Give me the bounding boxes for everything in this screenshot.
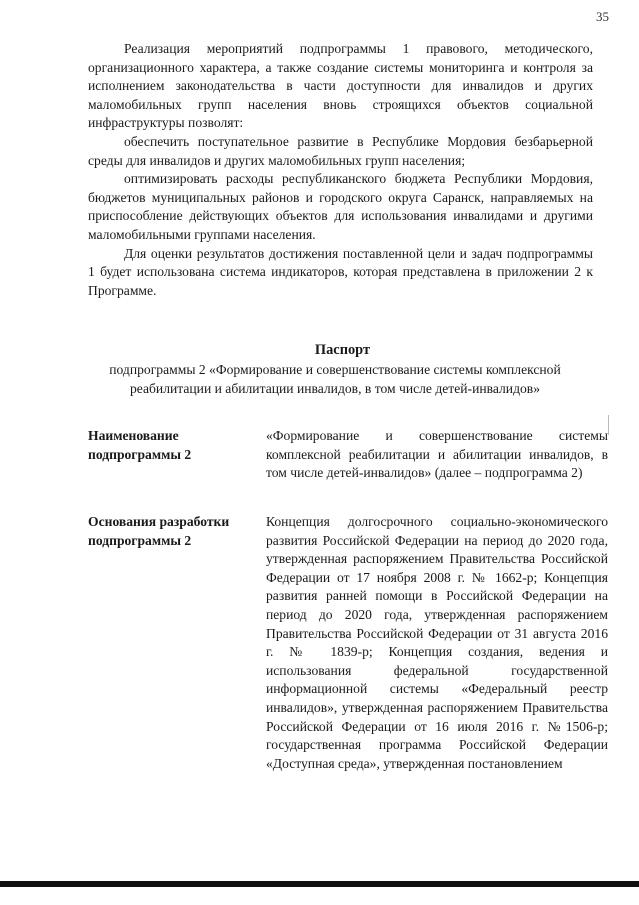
- intro-paragraph-3: оптимизировать расходы республиканского бюджета Республики Мордовия, бюджетов муниципальных районов и городского округа Саранск, направляемых на приспособление действующих объектов для использования инвалидами и другими маломобильными группами населения.: [88, 171, 593, 242]
- intro-paragraph-4: Для оценки результатов достижения поставленной цели и задач подпрограммы 1 будет использована система индикаторов, которая представлена в приложении 2 к Программе.: [88, 245, 593, 298]
- scan-bottom-edge: [0, 881, 639, 887]
- passport-title: Паспорт: [314, 342, 371, 358]
- intro-text: [88, 40, 593, 300]
- row-value-basis: Концепция долгосрочного социально-экономического развития Российской Федерации на период до 2020 года, утвержденная распоряжением Правительства Российской Федерации от 17 ноября 2008 г. № 1662-р; Концепция развития ранней помощи в Российской Федерации на период до 2020 года, утвержденная распоряжением Правительства Российской Федерации от 31 августа 2016 г. № 1839-р; Концепция создания, ведения и использования федеральной государственной информационной системы «Федеральный реестр инвалидов», утвержденная распоряжением Правительства Российской Федерации от 16 июля 2016 г. №1506-р; государственная программа Российской Федерации «Доступная среда», утвержденная постановлением: [266, 514, 608, 771]
- row-value-name: «Формирование и совершенствование системы комплексной реабилитации и абилитации инвалидов, в том числе детей-инвалидов» (далее – подпрограмма 2): [266, 428, 608, 481]
- intro-paragraph-2: обеспечить поступательное развитие в Республике Мордовия безбарьерной среды для инвалидов и других маломобильных групп населения;: [88, 133, 593, 168]
- passport-subtitle: подпрограммы 2 «Формирование и совершенствование системы комплексной реабилитации и абилитации инвалидов, в том числе детей-инвалидов»: [109, 362, 561, 396]
- row-label-basis: Основания разработки подпрограммы 2: [88, 514, 230, 548]
- scan-mark: [608, 415, 609, 435]
- intro-paragraph-1: Реализация мероприятий подпрограммы 1 правового, методического, организационного характера, а также создание системы мониторинга и контроля за исполнением законодательства в части доступности для инвалидов и других маломобильных групп населения вновь строящихся объектов социальной инфраструктуры позволят:: [88, 41, 593, 131]
- row-label-name: Наименование подпрограммы 2: [88, 428, 192, 462]
- page-number: 35: [596, 9, 609, 24]
